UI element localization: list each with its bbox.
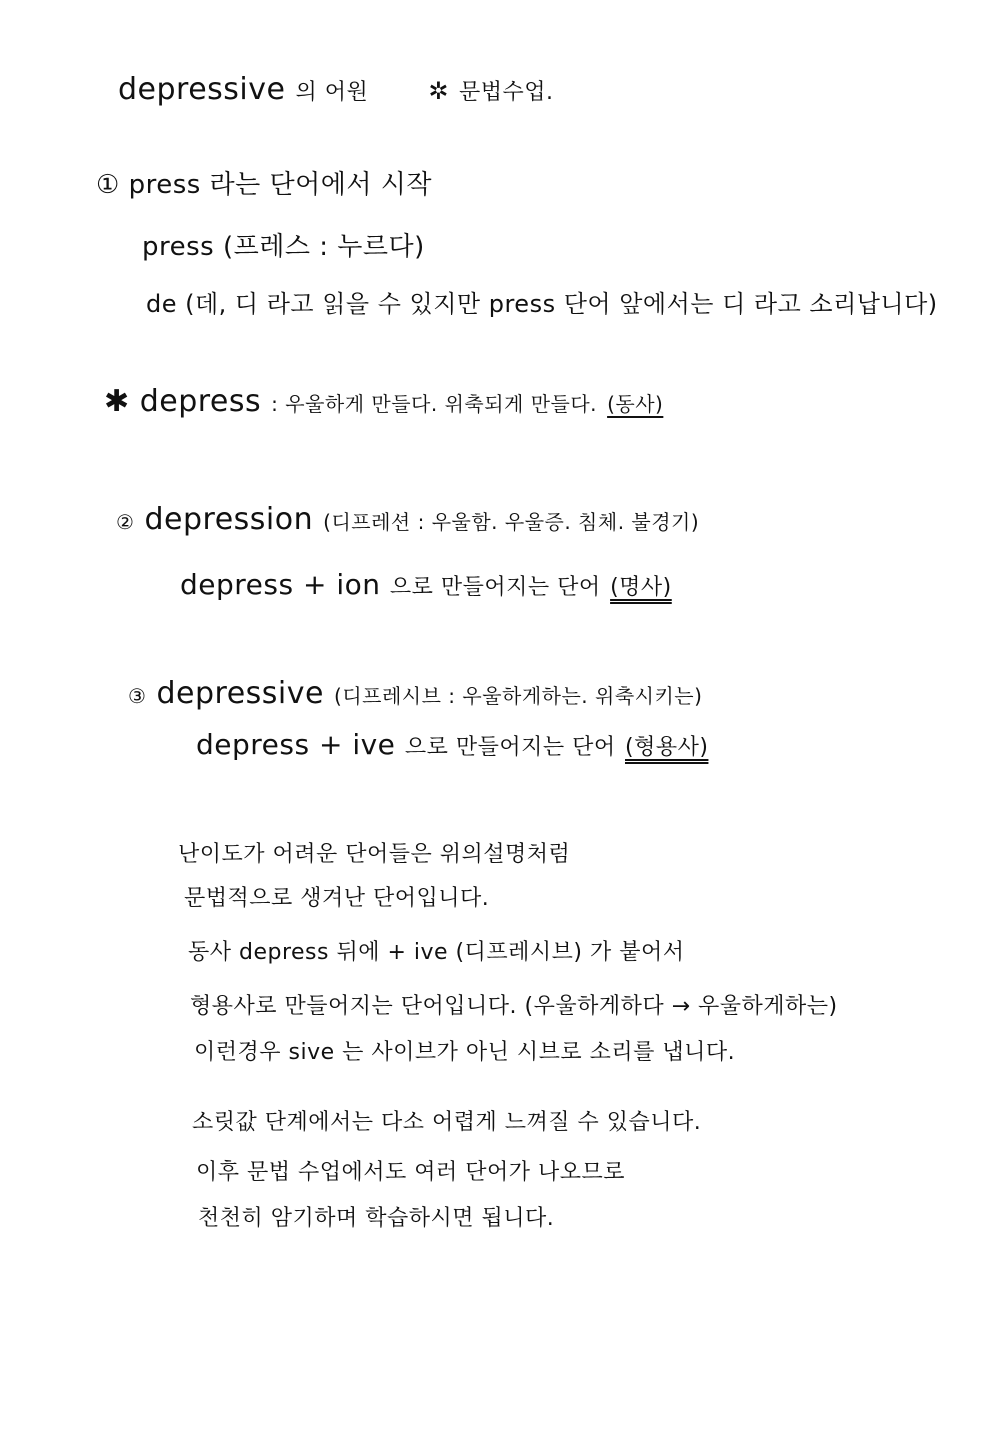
section2-build: depress + ion — [180, 568, 381, 601]
note-line: 천천히 암기하며 학습하시면 됩니다. — [198, 1206, 555, 1231]
note-line: 소릿값 단계에서는 다소 어렵게 느껴질 수 있습니다. — [192, 1110, 702, 1135]
note-line: 이후 문법 수업에서도 여러 단어가 나오므로 — [196, 1160, 626, 1185]
section1-line3: de (데, 디 라고 읽을 수 있지만 press 단어 앞에서는 디 라고 소리납니다) — [146, 290, 938, 318]
note-line: 난이도가 어려운 단어들은 위의설명처럼 — [178, 842, 571, 867]
star-icon: ✲ — [428, 77, 449, 105]
starred-definition — [104, 384, 663, 420]
title-word: depressive — [118, 72, 286, 107]
starred-word: depress — [139, 384, 262, 419]
title-suffix: 의 어원 — [295, 80, 369, 105]
section3-label: ③ — [128, 684, 147, 708]
section2-word: depression — [144, 502, 314, 537]
section2-pos: (명사) — [610, 575, 672, 600]
section3-build: depress + ive — [196, 728, 396, 761]
starred-meaning: : 우울하게 만들다. 위축되게 만들다. — [271, 392, 598, 416]
section2-line2 — [180, 568, 672, 602]
section1-line1: ① press 라는 단어에서 시작 — [96, 170, 433, 200]
section2-meaning: (디프레션 : 우울함. 우울증. 침체. 불경기) — [323, 510, 700, 534]
note-title — [118, 72, 554, 108]
note-line: 문법적으로 생겨난 단어입니다. — [184, 886, 490, 911]
section2-build-note: 으로 만들어지는 단어 — [389, 575, 601, 600]
section3-build-note: 으로 만들어지는 단어 — [404, 735, 616, 760]
note-line: 이런경우 sive 는 사이브가 아닌 시브로 소리를 냅니다. — [194, 1040, 736, 1065]
section3-pos: (형용사) — [625, 735, 709, 760]
section3-meaning: (디프레시브 : 우울하게하는. 위축시키는) — [334, 684, 703, 708]
section2-line1 — [116, 502, 699, 538]
section3-line2 — [196, 728, 708, 762]
note-line: 동사 depress 뒤에 + ive (디프레시브) 가 붙어서 — [188, 940, 685, 965]
note-line: 형용사로 만들어지는 단어입니다. (우울하게하다 → 우울하게하는) — [190, 994, 838, 1019]
section3-word: depressive — [156, 676, 324, 711]
section2-label: ② — [116, 510, 135, 534]
title-label: 문법수업. — [458, 80, 554, 105]
starred-pos: (동사) — [607, 392, 664, 416]
section1-line2: press (프레스 : 누르다) — [142, 232, 425, 262]
asterisk-icon: ✱ — [104, 384, 130, 419]
section3-line1 — [128, 676, 702, 712]
